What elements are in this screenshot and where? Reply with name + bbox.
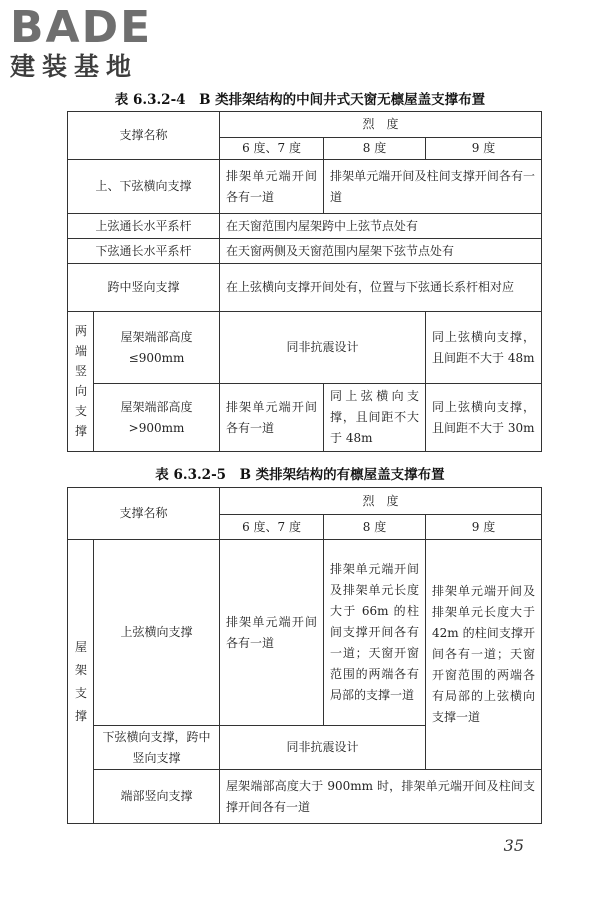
- table2-header-intensity: 烈 度: [220, 488, 542, 515]
- row-name: 端部竖向支撑: [94, 770, 220, 824]
- table-row: [68, 312, 542, 384]
- table2-header-name: 支撑名称: [68, 488, 220, 540]
- cell-text: 排架单元端开间各有一道: [220, 540, 324, 726]
- row-name: 下弦通长水平系杆: [68, 239, 220, 264]
- table-row: [68, 770, 542, 824]
- row-name: 上弦横向支撑: [94, 540, 220, 726]
- table1-header-row: [68, 112, 542, 138]
- table1-caption: 表 6.3.2-4 B 类排架结构的中间井式天窗无檩屋盖支撑布置: [114, 92, 486, 108]
- group-label: [68, 312, 94, 452]
- logo: [10, 2, 180, 82]
- table2-col-67: 6 度、7 度: [220, 515, 324, 540]
- table1-header-intensity: 烈 度: [220, 112, 542, 138]
- cell-text: 排架单元端开间各有一道: [220, 384, 324, 452]
- group-label-text: 两端竖向支撑: [74, 324, 87, 438]
- cell-text: 屋架端部高度大于 900mm 时，排架单元端开间及柱间支撑开间各有一道: [220, 770, 542, 824]
- page-number: 35: [503, 836, 524, 855]
- table-row: [68, 160, 542, 214]
- group-label-text: 屋架支撑: [74, 639, 87, 723]
- table1-col-8: 8 度: [324, 138, 426, 160]
- cell-text: 排架单元端开间各有一道: [220, 160, 324, 214]
- table-row: [68, 384, 542, 452]
- table-row: [68, 264, 542, 312]
- row-name: 上弦通长水平系杆: [68, 214, 220, 239]
- cell-text: 在天窗范围内屋架跨中上弦节点处有: [220, 214, 542, 239]
- cell-text: 排架单元端开间及排架单元长度大于 66m 的柱间支撑开间各有一道；天窗开窗范围的两端各有局部的支撑一道: [324, 540, 426, 726]
- table1-col-9: 9 度: [426, 138, 542, 160]
- cell-text: 同上弦横向支撑，且间距不大于 30m: [426, 384, 542, 452]
- row-name: 下弦横向支撑，跨中竖向支撑: [94, 726, 220, 770]
- cell-text: 排架单元端开间及柱间支撑开间各有一道: [324, 160, 542, 214]
- cell-text: 同非抗震设计: [220, 312, 426, 384]
- table2-col-8: 8 度: [324, 515, 426, 540]
- table-row: [68, 239, 542, 264]
- row-name: 上、下弦横向支撑: [68, 160, 220, 214]
- table2-caption: 表 6.3.2-5 B 类排架结构的有檩屋盖支撑布置: [155, 467, 445, 483]
- table1-header-name: 支撑名称: [68, 112, 220, 160]
- row-name: 屋架端部高度≤900mm: [94, 312, 220, 384]
- table-row: [68, 540, 542, 726]
- cell-text: 排架单元端开间及排架单元长度大于 42m 的柱间支撑开间各有一道；天窗开窗范围的两端各有局部的上弦横向支撑一道: [426, 540, 542, 770]
- table2-col-9: 9 度: [426, 515, 542, 540]
- row-name: 跨中竖向支撑: [68, 264, 220, 312]
- cell-text: 同上弦横向支撑，且间距不大于 48m: [426, 312, 542, 384]
- cell-text: 同非抗震设计: [220, 726, 426, 770]
- table-row: [68, 214, 542, 239]
- row-name: 屋架端部高度>900mm: [94, 384, 220, 452]
- group-label: [68, 540, 94, 824]
- cell-text: 同上弦横向支撑，且间距不大于 48m: [324, 384, 426, 452]
- table1-col-67: 6 度、7 度: [220, 138, 324, 160]
- table2-header-row: [68, 488, 542, 515]
- cell-text: 在上弦横向支撑开间处有，位置与下弦通长系杆相对应: [220, 264, 542, 312]
- table1: [67, 111, 542, 452]
- cell-text: 在天窗两侧及天窗范围内屋架下弦节点处有: [220, 239, 542, 264]
- table2: [67, 487, 542, 824]
- logo-wordmark: BADE: [10, 2, 153, 53]
- logo-subtitle: 建装基地: [10, 52, 139, 81]
